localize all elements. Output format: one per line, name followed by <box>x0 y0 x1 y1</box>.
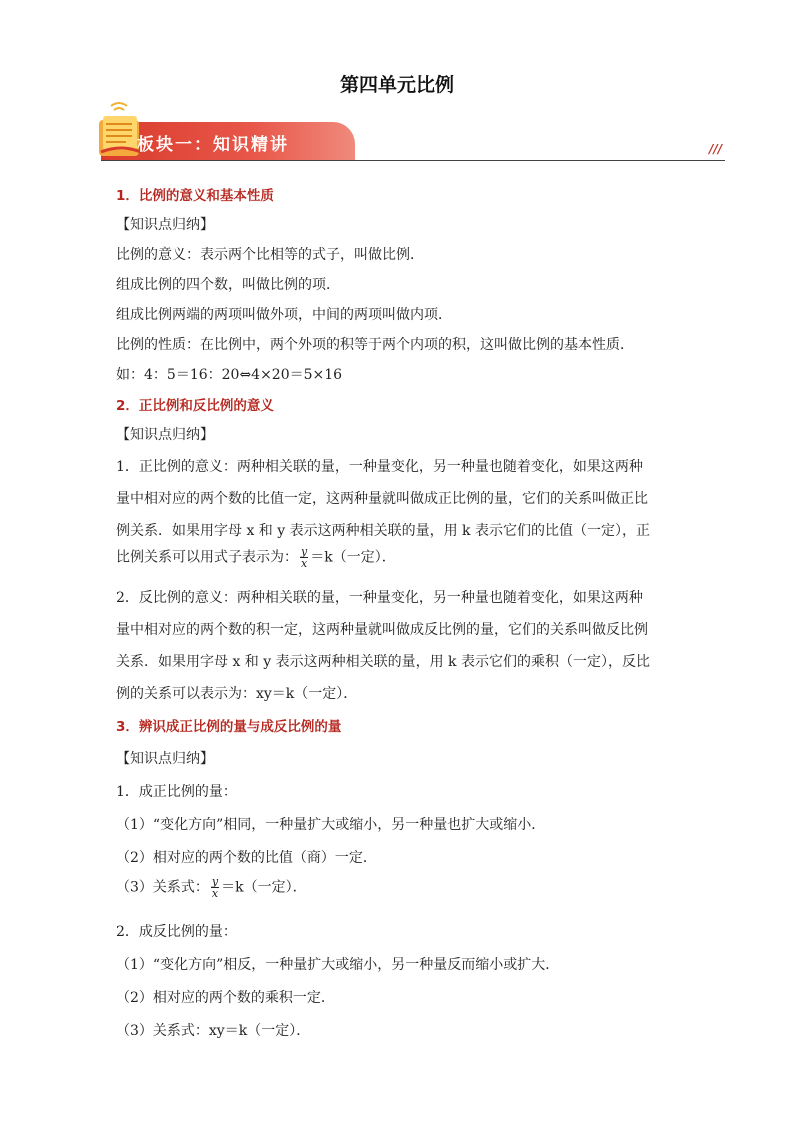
formula-prefix: （3）关系式： <box>116 879 209 896</box>
body-text-line: 量中相对应的两个数的比值一定，这两种量就叫做成正比例的量，它们的关系叫做正比 <box>116 491 648 507</box>
body-text-line: 1．成正比例的量： <box>116 784 237 800</box>
body-text-line: 【知识点归纳】 <box>116 751 214 767</box>
body-text-line: 【知识点归纳】 <box>116 427 214 443</box>
banner-rule <box>101 160 725 161</box>
body-text-line: 组成比例的四个数，叫做比例的项． <box>116 277 340 293</box>
fraction <box>300 546 308 569</box>
body-text-line: 比例的性质：在比例中，两个外项的积等于两个内项的积，这叫做比例的基本性质． <box>116 337 634 353</box>
fraction-numerator: y <box>301 545 308 558</box>
section-banner <box>97 100 727 164</box>
formula-prefix: 比例关系可以用式子表示为： <box>116 549 298 566</box>
fraction-denominator: x <box>301 557 308 570</box>
body-text-line: 2．反比例的意义：两种相关联的量，一种量变化，另一种量也随着变化，如果这两种 <box>116 590 643 606</box>
body-text-line: 如：4：5＝16：20⇔4×20＝5×16 <box>116 367 343 383</box>
body-text-line: （1）“变化方向”相同，一种量扩大或缩小，另一种量也扩大或缩小． <box>116 817 546 833</box>
formula-suffix: ＝k（一定）． <box>221 879 307 896</box>
banner-label: 板块一：知识精讲 <box>137 135 289 155</box>
body-text-line: 比例的意义：表示两个比相等的式子，叫做比例． <box>116 247 424 263</box>
fraction-denominator: x <box>211 887 219 900</box>
body-text-line: （2）相对应的两个数的乘积一定． <box>116 990 335 1006</box>
body-text-line: 组成比例两端的两项叫做外项，中间的两项叫做内项． <box>116 307 452 323</box>
banner-slashes: /// <box>709 142 723 156</box>
body-text-line: （1）“变化方向”相反，一种量扩大或缩小，另一种量反而缩小或扩大． <box>116 957 560 973</box>
page-title: 第四单元比例 <box>339 74 454 96</box>
body-text-line: 例的关系可以表示为：xy＝k（一定）． <box>116 686 358 702</box>
formula-line <box>116 876 307 899</box>
body-text-line: 【知识点归纳】 <box>116 217 214 233</box>
formula-line <box>116 546 396 569</box>
fraction-numerator: y <box>211 875 219 888</box>
formula-suffix: ＝k（一定）． <box>310 549 396 566</box>
section-heading: 3．辨识成正比例的量与成反比例的量 <box>116 719 342 735</box>
body-text-line: 例关系．如果用字母 x 和 y 表示这两种相关联的量，用 k 表示它们的比值（一定），正 <box>116 523 650 539</box>
body-text-line: 2．成反比例的量： <box>116 924 237 940</box>
body-text-line: 关系．如果用字母 x 和 y 表示这两种相关联的量，用 k 表示它们的乘积（一定），反比 <box>116 654 650 670</box>
fraction <box>211 876 219 899</box>
section-heading: 2．正比例和反比例的意义 <box>116 398 274 414</box>
body-text-line: 量中相对应的两个数的积一定，这两种量就叫做成反比例的量，它们的关系叫做反比例 <box>116 622 648 638</box>
section-heading: 1．比例的意义和基本性质 <box>116 188 274 204</box>
body-text-line: （3）关系式：xy＝k（一定）． <box>116 1023 311 1039</box>
body-text-line: 1．正比例的意义：两种相关联的量，一种量变化，另一种量也随着变化，如果这两种 <box>116 459 643 475</box>
body-text-line: （2）相对应的两个数的比值（商）一定． <box>116 850 377 866</box>
